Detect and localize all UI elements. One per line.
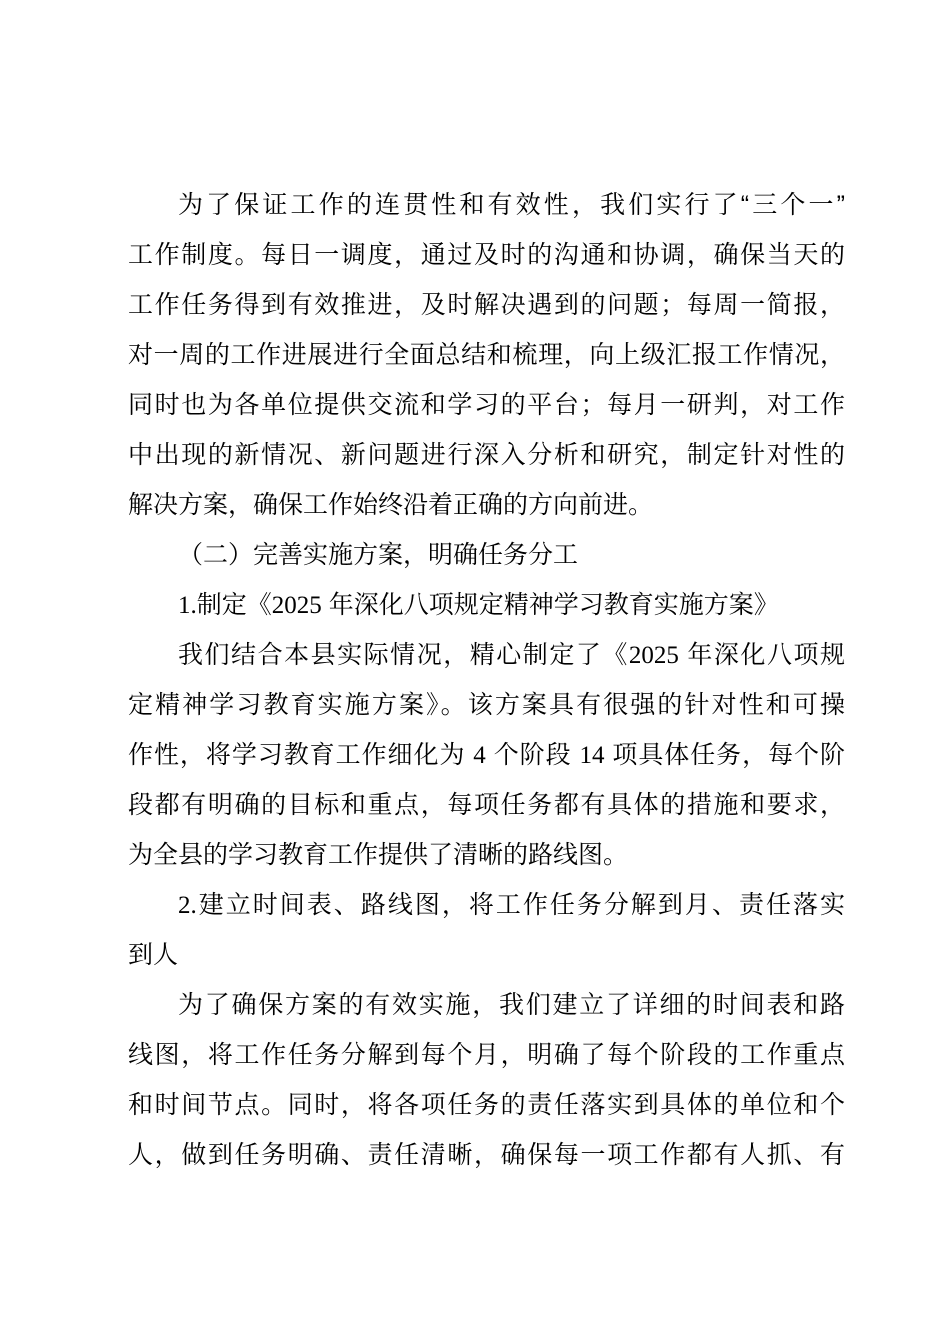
text-line: 段都有明确的目标和重点，每项任务都有具体的措施和要求， <box>128 791 845 819</box>
text-line: 为了确保方案的有效实施，我们建立了详细的时间表和路 <box>178 991 845 1019</box>
latin-number: 2. <box>178 892 197 919</box>
latin-number: 1. <box>178 592 197 619</box>
text-line: 作性，将学习教育工作细化为 4 个阶段 14 项具体任务，每个阶 <box>128 741 845 769</box>
latin-number: 14 <box>579 742 605 769</box>
text-line: 我们结合本县实际情况，精心制定了《2025 年深化八项规 <box>178 641 845 669</box>
text-line: 到人 <box>128 941 179 969</box>
text-line: 同时也为各单位提供交流和学习的平台；每月一研判，对工作 <box>128 391 845 419</box>
paragraph-body <box>128 980 845 1180</box>
text-line: 1.制定《2025 年深化八项规定精神学习教育实施方案》 <box>178 591 779 619</box>
text-line: 中出现的新情况、新问题进行深入分析和研究，制定针对性的 <box>128 441 845 469</box>
text-line: 人，做到任务明确、责任清晰，确保每一项工作都有人抓、有 <box>128 1141 845 1169</box>
latin-number: 2025 <box>271 592 322 619</box>
text-line: 线图，将工作任务分解到每个月，明确了每个阶段的工作重点 <box>128 1041 845 1069</box>
text-line: 定精神学习教育实施方案》。该方案具有很强的针对性和可操 <box>128 691 845 719</box>
paragraph-numbered-heading <box>128 580 845 630</box>
text-line: （二）完善实施方案，明确任务分工 <box>178 541 579 569</box>
text-line: 为全县的学习教育工作提供了清晰的路线图。 <box>128 841 629 869</box>
text-line: 对一周的工作进展进行全面总结和梳理，向上级汇报工作情况， <box>128 341 845 369</box>
text-line: 2.建立时间表、路线图，将工作任务分解到月、责任落实 <box>178 891 845 919</box>
text-line: 工作制度。每日一调度，通过及时的沟通和协调，确保当天的 <box>128 241 845 269</box>
text-line: 和时间节点。同时，将各项任务的责任落实到具体的单位和个 <box>128 1091 845 1119</box>
paragraph-subheading <box>128 530 845 580</box>
latin-number: 4 <box>473 742 486 769</box>
latin-number: 2025 <box>628 642 679 669</box>
paragraph-body <box>128 180 845 530</box>
text-line: 工作任务得到有效推进，及时解决遇到的问题；每周一简报， <box>128 291 845 319</box>
paragraph-numbered-heading <box>128 880 845 980</box>
text-line: 解决方案，确保工作始终沿着正确的方向前进。 <box>128 491 654 519</box>
document-body <box>128 180 845 1180</box>
paragraph-body <box>128 630 845 880</box>
text-line: 为了保证工作的连贯性和有效性，我们实行了“三个一” <box>178 191 845 219</box>
